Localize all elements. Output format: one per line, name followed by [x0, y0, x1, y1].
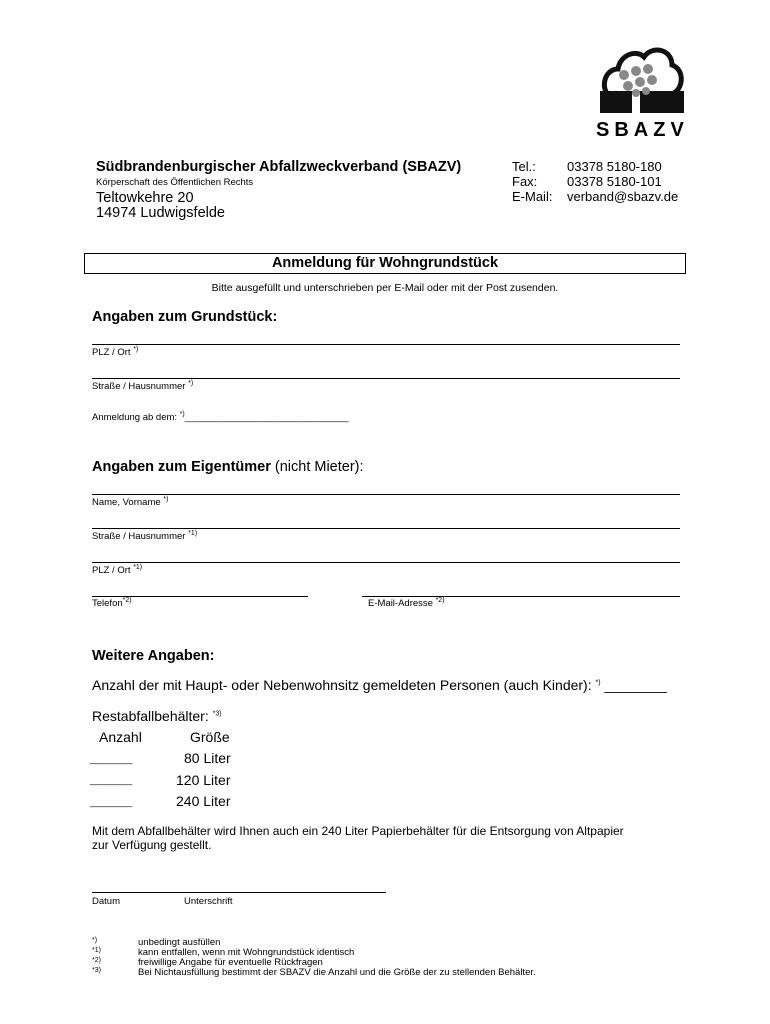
footnote-mark-1: *): [92, 937, 98, 944]
email-value[interactable]: verband@sbazv.de: [567, 189, 679, 204]
owner-name-label: [92, 497, 168, 508]
owner-email-note: *2): [435, 596, 445, 604]
owner-plz-field[interactable]: [92, 562, 680, 563]
email-label: E-Mail:: [512, 189, 553, 204]
owner-heading-suffix: (nicht Mieter):: [270, 459, 364, 475]
footnote-mark-2: *1): [92, 947, 101, 954]
bins-label-text: Restabfallbehälter:: [92, 708, 213, 724]
sbazv-logo: [590, 35, 690, 145]
property-street-label: [92, 381, 193, 392]
owner-plz-label-text: PLZ / Ort: [92, 565, 134, 576]
further-heading: Weitere Angaben:: [92, 648, 215, 664]
paper-bin-note-1: Mit dem Abfallbehälter wird Ihnen auch ein 240 Liter Papierbehälter für die Entsorgung von Altpapier: [92, 824, 624, 838]
footnote-text-1: unbedingt ausfüllen: [138, 937, 221, 948]
org-city: 14974 Ludwigsfelde: [96, 205, 225, 221]
property-street-note: *): [188, 379, 194, 387]
signature-label: Unterschrift: [184, 896, 233, 907]
persons-field[interactable]: ________: [600, 677, 667, 693]
size-240: 240 Liter: [176, 793, 231, 809]
footnote-text-2: kann entfallen, wenn mit Wohngrundstück identisch: [138, 947, 355, 958]
owner-heading: [92, 459, 364, 475]
tel-label: Tel.:: [512, 159, 536, 174]
signature-field[interactable]: [92, 892, 386, 893]
logo-tree-icon: [590, 35, 690, 120]
col-size-header: Größe: [190, 729, 230, 745]
owner-name-note: *): [163, 495, 169, 503]
owner-phone-label: [92, 598, 132, 609]
size-80: 80 Liter: [184, 750, 231, 766]
owner-plz-label: [92, 565, 142, 576]
form-title: Anmeldung für Wohngrundstück: [84, 253, 686, 274]
bins-note: *3): [212, 710, 222, 718]
footnote-text-4: Bei Nichtausfüllung bestimmt der SBAZV die Anzahl und die Größe der zu stellenden Behälter.: [138, 967, 536, 978]
owner-email-field[interactable]: [362, 596, 680, 597]
footnote-mark-4: *3): [92, 967, 101, 974]
start-date-note: *): [179, 410, 185, 418]
fax-value: 03378 5180-101: [567, 174, 662, 189]
owner-street-label-text: Straße / Hausnummer: [92, 531, 189, 542]
owner-name-field[interactable]: [92, 494, 680, 495]
org-type: Körperschaft des Öffentlichen Rechts: [96, 177, 254, 188]
property-street-field[interactable]: [92, 378, 680, 379]
count-80-field[interactable]: ________: [90, 754, 133, 765]
start-date-field[interactable]: _______________________________: [184, 412, 349, 423]
persons-text: Anzahl der mit Haupt- oder Nebenwohnsitz gemeldeten Personen (auch Kinder):: [92, 677, 596, 693]
start-date-label-text: Anmeldung ab dem:: [92, 412, 180, 423]
owner-street-label: [92, 531, 197, 542]
property-street-label-text: Straße / Hausnummer: [92, 381, 189, 392]
count-120-field[interactable]: ________: [90, 775, 133, 786]
footnote-text-3: freiwillige Angabe für eventuelle Rückfragen: [138, 957, 323, 968]
count-240-field[interactable]: ________: [90, 797, 133, 808]
org-street: Teltowkehre 20: [96, 190, 194, 206]
bins-label: [92, 708, 222, 724]
property-plz-field[interactable]: [92, 344, 680, 345]
owner-street-field[interactable]: [92, 528, 680, 529]
size-120: 120 Liter: [176, 772, 231, 788]
owner-phone-note: *2): [122, 596, 132, 604]
form-instruction: Bitte ausgefüllt und unterschrieben per E-Mail oder mit der Post zusenden.: [211, 282, 559, 294]
date-label: Datum: [92, 896, 120, 907]
tel-value: 03378 5180-180: [567, 159, 662, 174]
property-plz-label-text: PLZ / Ort: [92, 347, 134, 358]
owner-plz-note: *1): [133, 563, 143, 571]
persons-note: *): [595, 679, 601, 687]
property-plz-label: [92, 347, 138, 358]
owner-email-label-text: E-Mail-Adresse: [368, 598, 436, 609]
property-plz-note: *): [133, 345, 139, 353]
owner-name-label-text: Name, Vorname: [92, 497, 164, 508]
owner-street-note: *1): [188, 529, 198, 537]
owner-heading-text: Angaben zum Eigentümer: [92, 459, 271, 475]
owner-phone-label-text: Telefon: [92, 598, 123, 609]
fax-label: Fax:: [512, 174, 538, 189]
logo-text: SBAZV: [596, 119, 689, 141]
start-date-label: [92, 412, 349, 423]
persons-question: [92, 677, 667, 693]
paper-bin-note-2: zur Verfügung gestellt.: [92, 838, 212, 852]
property-heading: Angaben zum Grundstück:: [92, 309, 278, 325]
owner-email-label: [368, 598, 445, 609]
org-name: Südbrandenburgischer Abfallzweckverband (SBAZV): [96, 159, 462, 175]
footnote-mark-3: *2): [92, 957, 101, 964]
col-count-header: Anzahl: [99, 729, 142, 745]
